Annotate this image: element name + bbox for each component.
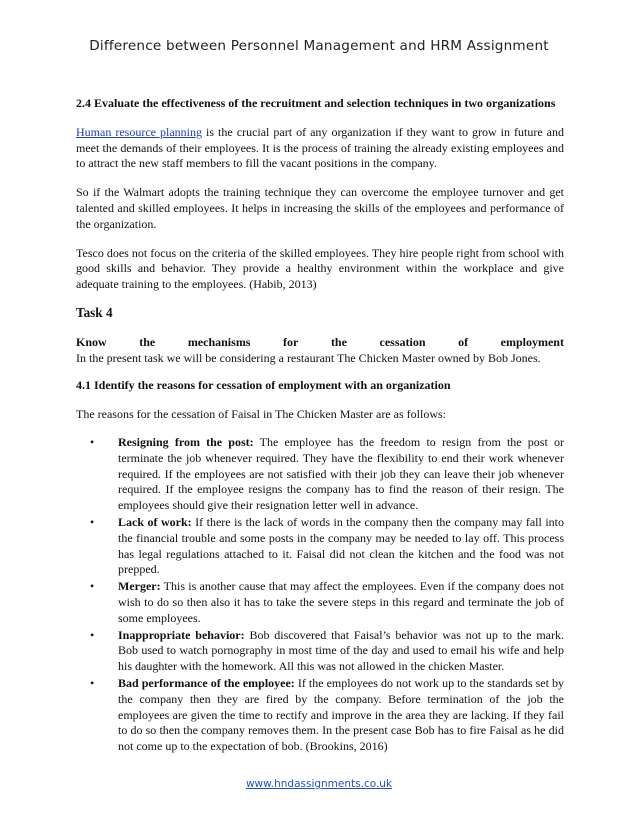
heading-word: the	[330, 334, 347, 349]
section-2-4-heading: 2.4 Evaluate the effectiveness of the recruitment and selection techniques in two organizations	[76, 96, 556, 110]
reasons-list	[92, 435, 564, 755]
list-item-term: Bad performance of the employee:	[118, 675, 295, 690]
list-item-text: If there is the lack of words in the company then the company may fall into the financial trouble and some posts in the company may be needed to lay off. This process has legal regulations attached to it. Faisal did not clean the kitchen and the food was not prepped.	[118, 514, 564, 577]
page-header-title: Difference between Personnel Management and HRM Assignment	[89, 38, 549, 54]
section-4-1-heading: 4.1 Identify the reasons for cessation of employment with an organization	[76, 378, 451, 393]
paragraph-hr-planning-text: is the crucial part of any organization if they want to grow in future and meet the demands of their employees. It is the process of training the already existing employees and to attract the new staff members to fill the vacant positions in the company.	[76, 124, 565, 171]
list-item-text: The employee has the freedom to resign from the post or terminate the job whenever required. They have the flexibility to end their work whenever required. If the employees are not satisfied with their job they can leave their job whenever required. If the employee resigns the company has to find the reason of their resign. The employees should give their resignation letter well in advance.	[118, 434, 564, 513]
list-item-term: Resigning from the post:	[118, 434, 254, 449]
page-footer	[0, 778, 638, 790]
heading-word: the	[139, 334, 156, 349]
list-item	[92, 435, 564, 514]
heading-word: mechanisms	[187, 334, 251, 349]
list-item-text: This is another cause that may affect the employees. Even if the company does not wish to do so then also it has to take the severe steps in this regard and terminate the job of some employees.	[118, 579, 564, 625]
paragraph-walmart: So if the Walmart adopts the training technique they can overcome the employee turnover and get talented and skilled employees. It helps in increasing the skills of the employees and performance of the organization.	[76, 185, 564, 231]
task-4-title: Task 4	[76, 304, 113, 320]
task-4-intro: In the present task we will be considering a restaurant The Chicken Master owned by Bob Jones.	[76, 350, 541, 365]
heading-word: cessation	[379, 334, 426, 349]
list-item-term: Merger:	[118, 579, 161, 594]
list-item	[92, 628, 564, 675]
heading-word: Know	[76, 334, 107, 349]
list-item-text: Bob discovered that Faisal’s behavior was not up to the mark. Bob used to watch pornography in most time of the day and used to email his wife and help his daughter with the homework. All this was not allowed in the chicken Master.	[118, 627, 564, 674]
know-mechanisms-heading	[76, 335, 564, 351]
list-item-term: Lack of work:	[118, 514, 192, 529]
list-item	[92, 515, 564, 578]
bullet-icon: •	[90, 434, 95, 449]
bullet-icon: •	[90, 675, 95, 690]
bullet-icon: •	[90, 579, 95, 594]
heading-word: employment	[500, 334, 564, 349]
document-body	[76, 96, 564, 756]
bullet-icon: •	[90, 627, 95, 642]
footer-website-link[interactable]: www.hndassignments.co.uk	[245, 778, 393, 790]
heading-word: of	[458, 334, 469, 349]
heading-word: for	[283, 334, 299, 349]
list-item-text: If the employees do not work up to the standards set by the company then they are fired by the company. Before termination of the job the employees are given the time to rectify and improve in the area they are lacking. If they fail to do so then the company removes them. In the present case Bob has to fire Faisal as he did not come up to the expectation of bob. (Brookins, 2016)	[118, 675, 564, 754]
list-item	[92, 676, 564, 755]
bullet-icon: •	[90, 514, 95, 529]
list-item-term: Inappropriate behavior:	[118, 627, 245, 642]
list-item	[92, 579, 564, 626]
paragraph-hr-planning	[76, 125, 564, 172]
hr-planning-link[interactable]: Human resource planning	[76, 124, 203, 139]
paragraph-tesco: Tesco does not focus on the criteria of the skilled employees. They hire people right from school with good skills and behavior. They provide a healthy environment within the workplace and give adequate training to the employees. (Habib, 2013)	[76, 245, 564, 292]
section-4-1-intro: The reasons for the cessation of Faisal in The Chicken Master are as follows:	[76, 407, 447, 422]
